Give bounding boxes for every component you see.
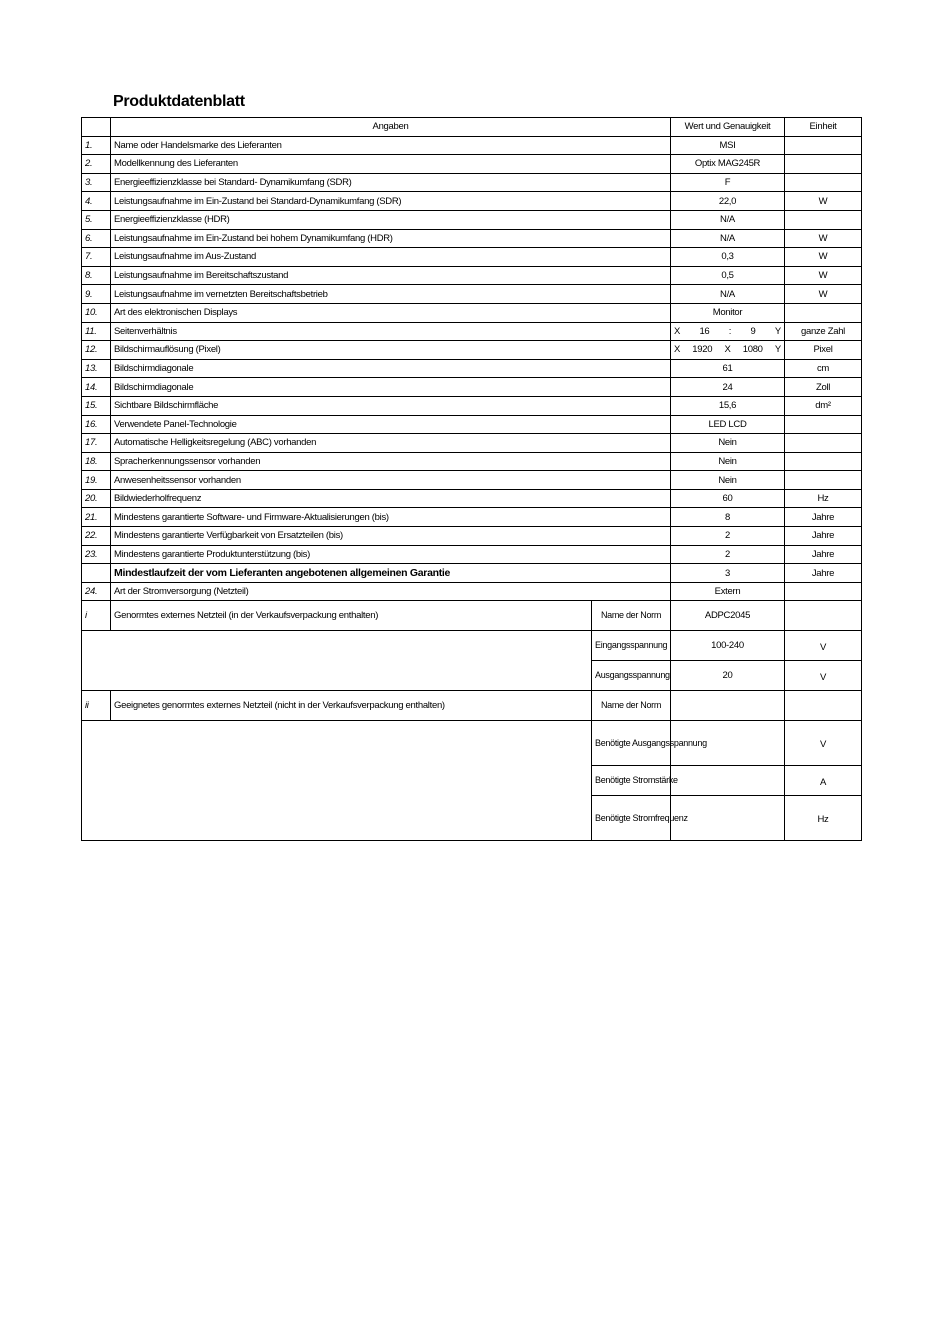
- row-label: Art der Stromversorgung (Netzteil): [111, 582, 671, 601]
- row-unit: [785, 434, 862, 453]
- row-value: N/A: [671, 229, 785, 248]
- row-unit: [785, 582, 862, 601]
- row-label: Leistungsaufnahme im Ein-Zustand bei Standard-Dynamikumfang (SDR): [111, 192, 671, 211]
- row-number: 15.: [82, 396, 111, 415]
- row-number: 2.: [82, 155, 111, 174]
- table-row-warranty: [82, 564, 862, 583]
- row-label: Energieeffizienzklasse bei Standard- Dynamikumfang (SDR): [111, 173, 671, 192]
- resolution-separator: X: [724, 344, 731, 356]
- table-row: [82, 545, 862, 564]
- table-row: [82, 452, 862, 471]
- page-title: Produktdatenblatt: [113, 93, 245, 110]
- row-label: Genormtes externes Netzteil (in der Verkaufsverpackung enthalten): [111, 601, 592, 631]
- table-row: [82, 136, 862, 155]
- row-label: Art des elektronischen Displays: [111, 303, 671, 322]
- header-einheit: Einheit: [785, 118, 862, 137]
- row-value: 2: [671, 527, 785, 546]
- psu-input-label: Eingangsspannung: [592, 631, 671, 661]
- row-number: 20.: [82, 489, 111, 508]
- table-row: [82, 434, 862, 453]
- row-unit: [785, 210, 862, 229]
- table-row: [82, 527, 862, 546]
- psu-input-value: 100-240: [671, 631, 785, 661]
- row-value: 0,3: [671, 248, 785, 267]
- table-row-psu-included: [82, 601, 862, 631]
- row-number: 3.: [82, 173, 111, 192]
- row-number: 24.: [82, 582, 111, 601]
- psu-name-value: ADPC2045: [671, 601, 785, 631]
- y-marker: Y: [774, 325, 781, 337]
- row-label: Energieeffizienzklasse (HDR): [111, 210, 671, 229]
- row-number: 10.: [82, 303, 111, 322]
- aspect-ratio-value: [671, 322, 785, 341]
- psu2-voltage-label: Benötigte Ausgangsspannung: [592, 721, 671, 766]
- row-unit: [785, 303, 862, 322]
- row-unit: Hz: [785, 489, 862, 508]
- row-unit: Zoll: [785, 378, 862, 397]
- row-number: 23.: [82, 545, 111, 564]
- row-number: ii: [82, 691, 111, 721]
- row-label: Verwendete Panel-Technologie: [111, 415, 671, 434]
- table-row: [82, 471, 862, 490]
- row-unit: Pixel: [785, 341, 862, 360]
- row-number: 16.: [82, 415, 111, 434]
- table-row-power-supply-type: [82, 582, 862, 601]
- row-unit: Jahre: [785, 564, 862, 583]
- row-value: 22,0: [671, 192, 785, 211]
- resolution-width: 1920: [692, 344, 713, 356]
- row-number: 19.: [82, 471, 111, 490]
- row-number: 4.: [82, 192, 111, 211]
- aspect-height: 9: [750, 325, 756, 337]
- table-row: [82, 415, 862, 434]
- row-number: 7.: [82, 248, 111, 267]
- table-row-aspect-ratio: [82, 322, 862, 341]
- row-number: 8.: [82, 266, 111, 285]
- row-unit: dm²: [785, 396, 862, 415]
- table-row-resolution: [82, 341, 862, 360]
- psu2-current-value: [671, 766, 785, 796]
- psu2-current-unit: A: [785, 766, 862, 796]
- row-number: 21.: [82, 508, 111, 527]
- row-value: Nein: [671, 471, 785, 490]
- row-label: Bildwiederholfrequenz: [111, 489, 671, 508]
- row-number: 5.: [82, 210, 111, 229]
- psu-output-unit: V: [785, 661, 862, 691]
- table-row: [82, 396, 862, 415]
- row-unit: ganze Zahl: [785, 322, 862, 341]
- row-unit: [785, 471, 862, 490]
- table-row: [82, 359, 862, 378]
- row-label: Leistungsaufnahme im Bereitschaftszustand: [111, 266, 671, 285]
- x-marker: X: [674, 325, 681, 337]
- psu-input-unit: V: [785, 631, 862, 661]
- row-label: Leistungsaufnahme im Aus-Zustand: [111, 248, 671, 267]
- row-label: Mindestens garantierte Verfügbarkeit von Ersatzteilen (bis): [111, 527, 671, 546]
- x-marker: X: [674, 344, 681, 356]
- table-row: [82, 508, 862, 527]
- psu2-voltage-unit: V: [785, 721, 862, 766]
- row-unit: [785, 452, 862, 471]
- table-row-psu-input-voltage: [82, 631, 862, 661]
- aspect-separator: :: [728, 325, 732, 337]
- row-value: N/A: [671, 285, 785, 304]
- table-row: [82, 285, 862, 304]
- row-value: Nein: [671, 434, 785, 453]
- resolution-value: [671, 341, 785, 360]
- row-value: 15,6: [671, 396, 785, 415]
- row-label: Bildschirmdiagonale: [111, 359, 671, 378]
- row-value: N/A: [671, 210, 785, 229]
- row-number: 22.: [82, 527, 111, 546]
- table-row-psu2-voltage: [82, 721, 862, 766]
- table-row-psu-suitable: [82, 691, 862, 721]
- row-unit: [785, 691, 862, 721]
- table-row: [82, 378, 862, 397]
- table-row: [82, 192, 862, 211]
- empty-cell: [82, 631, 592, 691]
- row-value: MSI: [671, 136, 785, 155]
- row-unit: Jahre: [785, 545, 862, 564]
- row-label: Modellkennung des Lieferanten: [111, 155, 671, 174]
- table-row: [82, 210, 862, 229]
- row-value: Optix MAG245R: [671, 155, 785, 174]
- row-unit: cm: [785, 359, 862, 378]
- table-row: [82, 303, 862, 322]
- psu2-current-label: Benötigte Stromstärke: [592, 766, 671, 796]
- table-header-row: [82, 118, 862, 137]
- row-number: 1.: [82, 136, 111, 155]
- row-label: Name oder Handelsmarke des Lieferanten: [111, 136, 671, 155]
- row-value: Monitor: [671, 303, 785, 322]
- row-label: Anwesenheitssensor vorhanden: [111, 471, 671, 490]
- row-label: Automatische Helligkeitsregelung (ABC) vorhanden: [111, 434, 671, 453]
- row-number: i: [82, 601, 111, 631]
- row-number: 17.: [82, 434, 111, 453]
- row-label: Bildschirmdiagonale: [111, 378, 671, 397]
- row-value: 2: [671, 545, 785, 564]
- header-angaben: Angaben: [111, 118, 671, 137]
- row-label: Mindestens garantierte Software- und Firmware-Aktualisierungen (bis): [111, 508, 671, 527]
- psu-output-label: Ausgangsspannung: [592, 661, 671, 691]
- row-unit: Jahre: [785, 508, 862, 527]
- row-value: 60: [671, 489, 785, 508]
- table-row: [82, 248, 862, 267]
- row-unit: W: [785, 285, 862, 304]
- resolution-height: 1080: [742, 344, 763, 356]
- row-value: LED LCD: [671, 415, 785, 434]
- row-value: F: [671, 173, 785, 192]
- psu2-frequency-label: Benötigte Stromfrequenz: [592, 796, 671, 841]
- row-value: 24: [671, 378, 785, 397]
- row-label: Geeignetes genormtes externes Netzteil (nicht in der Verkaufsverpackung enthalten): [111, 691, 592, 721]
- row-label: Sichtbare Bildschirmfläche: [111, 396, 671, 415]
- row-unit: [785, 173, 862, 192]
- row-number: 11.: [82, 322, 111, 341]
- row-unit: [785, 136, 862, 155]
- aspect-width: 16: [699, 325, 710, 337]
- y-marker: Y: [774, 344, 781, 356]
- row-value: 3: [671, 564, 785, 583]
- header-wert: Wert und Genauigkeit: [671, 118, 785, 137]
- row-value: 0,5: [671, 266, 785, 285]
- table-row: [82, 489, 862, 508]
- row-unit: W: [785, 229, 862, 248]
- psu-output-value: 20: [671, 661, 785, 691]
- row-label: Mindestens garantierte Produktunterstützung (bis): [111, 545, 671, 564]
- row-value: 61: [671, 359, 785, 378]
- row-number: [82, 564, 111, 583]
- row-label: Spracherkennungssensor vorhanden: [111, 452, 671, 471]
- table-row: [82, 229, 862, 248]
- row-number: 9.: [82, 285, 111, 304]
- row-number: 18.: [82, 452, 111, 471]
- row-unit: W: [785, 248, 862, 267]
- header-num-cell: [82, 118, 111, 137]
- row-label: Leistungsaufnahme im Ein-Zustand bei hohem Dynamikumfang (HDR): [111, 229, 671, 248]
- row-unit: [785, 155, 862, 174]
- row-unit: Jahre: [785, 527, 862, 546]
- table-row: [82, 266, 862, 285]
- row-unit: [785, 415, 862, 434]
- row-value: Nein: [671, 452, 785, 471]
- row-number: 6.: [82, 229, 111, 248]
- psu2-name-label: Name der Norm: [592, 691, 671, 721]
- product-data-table: [81, 117, 862, 841]
- row-value: Extern: [671, 582, 785, 601]
- row-unit: W: [785, 192, 862, 211]
- row-label: Mindestlaufzeit der vom Lieferanten angebotenen allgemeinen Garantie: [111, 564, 671, 583]
- table-row: [82, 173, 862, 192]
- empty-cell: [82, 721, 592, 841]
- row-label: Bildschirmauflösung (Pixel): [111, 341, 671, 360]
- row-number: 13.: [82, 359, 111, 378]
- row-value: 8: [671, 508, 785, 527]
- row-unit: [785, 601, 862, 631]
- row-number: 14.: [82, 378, 111, 397]
- psu2-frequency-unit: Hz: [785, 796, 862, 841]
- row-label: Leistungsaufnahme im vernetzten Bereitschaftsbetrieb: [111, 285, 671, 304]
- row-unit: W: [785, 266, 862, 285]
- psu2-name-value: [671, 691, 785, 721]
- row-number: 12.: [82, 341, 111, 360]
- table-row: [82, 155, 862, 174]
- psu-name-label: Name der Norm: [592, 601, 671, 631]
- row-label: Seitenverhältnis: [111, 322, 671, 341]
